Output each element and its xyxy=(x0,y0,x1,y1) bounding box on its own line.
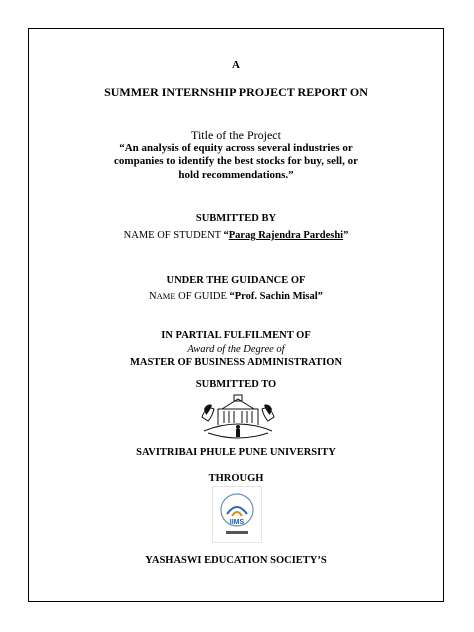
guide-line xyxy=(29,291,443,302)
cover-letter-a: A xyxy=(232,59,240,71)
student-name: Parag Rajendra Pardeshi xyxy=(228,230,344,241)
student-open-quote: “ xyxy=(223,230,229,241)
submitted-by-heading: SUBMITTED BY xyxy=(195,213,277,224)
title-line-1: “An analysis of equity across several industries or xyxy=(119,142,353,154)
guide-label-n: N xyxy=(149,291,157,302)
student-close-quote: ” xyxy=(343,230,349,241)
title-line-2: companies to identify the best stocks for buy, sell, or xyxy=(114,155,358,167)
report-cover-page xyxy=(28,28,444,602)
partial-fulfilment: IN PARTIAL FULFILMENT OF xyxy=(161,330,311,341)
university-seal-icon xyxy=(198,387,278,443)
report-heading: SUMMER INTERNSHIP PROJECT REPORT ON xyxy=(104,85,368,99)
student-line xyxy=(29,230,443,241)
ims-logo-icon xyxy=(212,486,262,543)
university-name: SAVITRIBAI PHULE PUNE UNIVERSITY xyxy=(136,447,336,458)
guide-label-rest: OF GUIDE xyxy=(175,291,230,302)
student-label: NAME OF STUDENT xyxy=(123,230,224,241)
title-line-3: hold recommendations.” xyxy=(178,169,294,181)
award-line: Award of the Degree of xyxy=(187,344,285,355)
ims-logo-text: IIMS xyxy=(229,519,245,526)
submitted-to-heading: SUBMITTED TO xyxy=(195,379,277,390)
guidance-heading: UNDER THE GUIDANCE OF xyxy=(166,275,306,286)
degree-line: MASTER OF BUSINESS ADMINISTRATION xyxy=(129,357,343,368)
through-heading: THROUGH xyxy=(208,473,264,484)
guide-label-ame: AME xyxy=(156,291,176,301)
society-name: YASHASWI EDUCATION SOCIETY’S xyxy=(145,555,327,566)
title-label: Title of the Project xyxy=(191,128,281,142)
guide-name: “Prof. Sachin Misal” xyxy=(229,291,323,302)
